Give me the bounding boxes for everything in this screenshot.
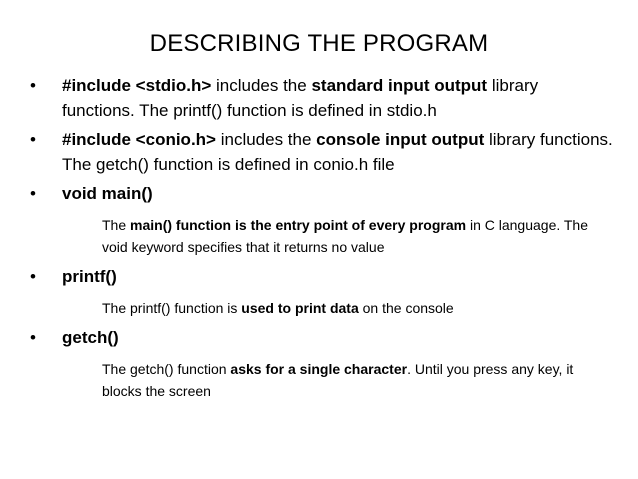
bullet-heading xyxy=(30,181,615,206)
bullet-heading-text: getch() xyxy=(62,328,119,347)
bold-text-run: used to print data xyxy=(241,300,359,316)
bullet-heading-text: printf() xyxy=(62,267,117,286)
bullet-item xyxy=(30,73,615,123)
bold-text-run: console input output xyxy=(316,130,485,149)
slide-content xyxy=(30,73,615,408)
bullet-heading-text: void main() xyxy=(62,184,153,203)
bullet-heading xyxy=(30,264,615,289)
text-run: includes the xyxy=(211,76,312,95)
text-run: includes the xyxy=(215,130,317,149)
bold-text-run: asks for a single character xyxy=(230,361,408,377)
bullet-dot: • xyxy=(30,184,36,203)
bullet-dot: • xyxy=(30,267,36,286)
bullet-item xyxy=(30,127,615,177)
sub-paragraph xyxy=(30,297,592,319)
text-run: on the console xyxy=(358,300,454,316)
bullet-dot: • xyxy=(30,130,36,149)
text-run: library functions. The printf() function is defined in stdio.h xyxy=(62,76,539,120)
sub-paragraph xyxy=(30,358,592,402)
bullet-heading xyxy=(30,325,615,350)
text-run: The getch() function xyxy=(102,361,231,377)
bullet-text xyxy=(62,73,615,123)
text-run: . Until you press any key, it blocks the screen xyxy=(102,361,574,399)
bullet-text xyxy=(62,127,615,177)
text-run: in C language. The void keyword specifies that it returns no value xyxy=(102,217,589,255)
text-run: The xyxy=(102,217,131,233)
bold-text-run: standard input output xyxy=(311,76,488,95)
slide-title: DESCRIBING THE PROGRAM xyxy=(149,30,489,57)
sub-paragraph xyxy=(30,214,592,258)
bullet-dot: • xyxy=(30,328,36,347)
text-run: The printf() function is xyxy=(102,300,242,316)
bold-text-run: #include <conio.h> xyxy=(62,130,216,149)
bullet-dot: • xyxy=(30,76,36,95)
bold-text-run: main() function is the entry point of every program xyxy=(130,217,467,233)
bold-text-run: #include <stdio.h> xyxy=(62,76,212,95)
text-run: library functions. The getch() function is defined in conio.h file xyxy=(62,130,613,174)
